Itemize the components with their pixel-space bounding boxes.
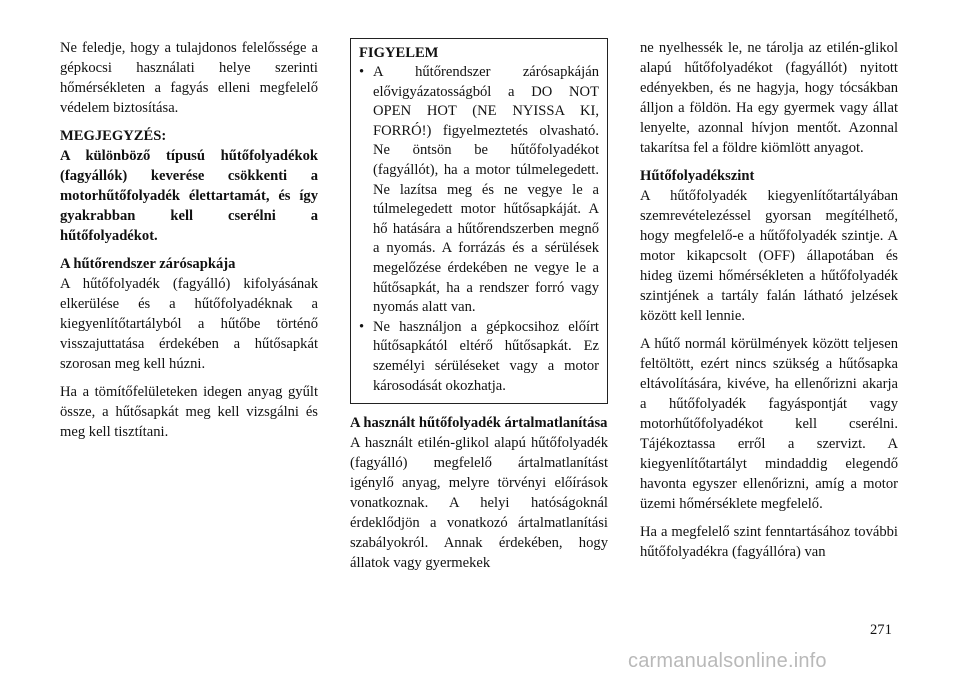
coolant-disposal-paragraph: A használt etilén-glikol alapú hűtőfolyadék (fagyálló) megfelelő ártalmatlanítást igénylő anyag, melyre törvényi előírások vonatkoznak. A helyi hatóságoknál érdeklődjön a vonatkozó ártalmatlanítási szabályokról. Annak érdekében, hogy állatok vagy gyermekek bbox=[350, 435, 608, 572]
page-number: 271 bbox=[870, 622, 892, 638]
warning-box bbox=[350, 38, 608, 404]
disposal-continuation-paragraph: ne nyelhessék le, ne tárolja az etilén-glikol alapú hűtőfolyadékot (fagyállót) nyitott edényekben, és ne hagyja, hogy tócsákban álljon a földön. Ha egy gyermek vagy állat lenyelte, azonnal hívjon mentőt. Azonnal takarítsa fel a földre kiömlött anyagot. bbox=[640, 40, 898, 156]
bullet-icon: • bbox=[359, 318, 365, 335]
warning-list bbox=[359, 63, 599, 396]
warning-item bbox=[359, 318, 599, 396]
radiator-cap-heading: A hűtőrendszer zárósapkája bbox=[60, 256, 236, 272]
note-heading: MEGJEGYZÉS: bbox=[60, 128, 167, 144]
warning-item bbox=[359, 63, 599, 318]
radiator-normal-paragraph: A hűtő normál körülmények között teljesen feltöltött, ezért nincs szükség a hűtősapka eltávolítására, kivéve, ha ellenőrizni akarja a hűtőfolyadék fagyáspontját vagy motorhűtőfolyadékot kell cserélni. Tájékoztassa erről a szervizt. A kiegyenlítőtartályt mindaddig elegendő havonta egyszer ellenőrizni, amíg a motor üzemi hőmérséklete megfelelő. bbox=[640, 336, 898, 512]
coolant-level-paragraph: A hűtőfolyadék kiegyenlítőtartályában szemrevételezéssel gyorsan megítélhető, hogy megfelelő-e a hűtőfolyadék szintje. A motor kikapcsolt (OFF) állapotában és hideg üzemi hőmérsékleten a hűtőfolyadék szintjének a tartály falán látható jelzések között kell lennie. bbox=[640, 188, 898, 324]
bullet-icon: • bbox=[359, 64, 365, 80]
note-text: A különböző típusú hűtőfolyadékok (fagyállók) keverése csökkenti a motorhűtőfolyadék élettartamát, és így gyakrabban kell cserélni a hűtőfolyadékot. bbox=[60, 148, 318, 244]
radiator-cap-paragraph: A hűtőfolyadék (fagyálló) kifolyásának elkerülése és a hűtőfolyadéknak a kiegyenlítőtartályból a hűtőbe történő visszajuttatása érdekében a hűtősapkát szorosan meg kell húzni. bbox=[60, 276, 318, 372]
warning-title: FIGYELEM bbox=[359, 45, 439, 61]
coolant-level-heading: Hűtőfolyadékszint bbox=[640, 168, 755, 184]
coolant-disposal-heading: A használt hűtőfolyadék ártalmatlanítása bbox=[350, 415, 608, 432]
middle-column bbox=[350, 38, 608, 573]
right-column bbox=[640, 38, 898, 562]
owner-responsibility-paragraph: Ne feledje, hogy a tulajdonos felelőssége a gépkocsi használati helye szerinti hőmérsékleten a fagyás elleni megfelelő védelem biztosítása. bbox=[60, 40, 318, 116]
left-column bbox=[60, 38, 318, 442]
watermark: carmanualsonline.info bbox=[628, 650, 827, 672]
warning-item-text: Ne használjon a gépkocsihoz előírt hűtősapkától eltérő hűtősapkát. Ez személyi sérüléseket vagy a motor károsodását okozhatja. bbox=[373, 318, 599, 394]
warning-item-text: A hűtőrendszer zárósapkáján elővigyázatosságból a DO NOT OPEN HOT (NE NYISSA KI, FORRÓ!) figyelmeztetés olvasható. Ne öntsön be hűtőfolyadékot (fagyállót), ha a motor túlmelegedett. Ne lazítsa meg és ne vegye le a túlmelegedett motor hűtősapkáját. A hő hatására a hűtőrendszerben megnő a nyomás. A forrázás és a sérülések megelőzése érdekében ne vegye le a hűtősapkát, ha a rendszer forró vagy nyomás alatt van. bbox=[373, 64, 599, 316]
refill-paragraph: Ha a megfelelő szint fenntartásához további hűtőfolyadékra (fagyállóra) van bbox=[640, 524, 898, 560]
sealing-surface-paragraph: Ha a tömítőfelületeken idegen anyag gyűlt össze, a hűtősapkát meg kell vizsgálni és meg kell tisztítani. bbox=[60, 384, 318, 440]
